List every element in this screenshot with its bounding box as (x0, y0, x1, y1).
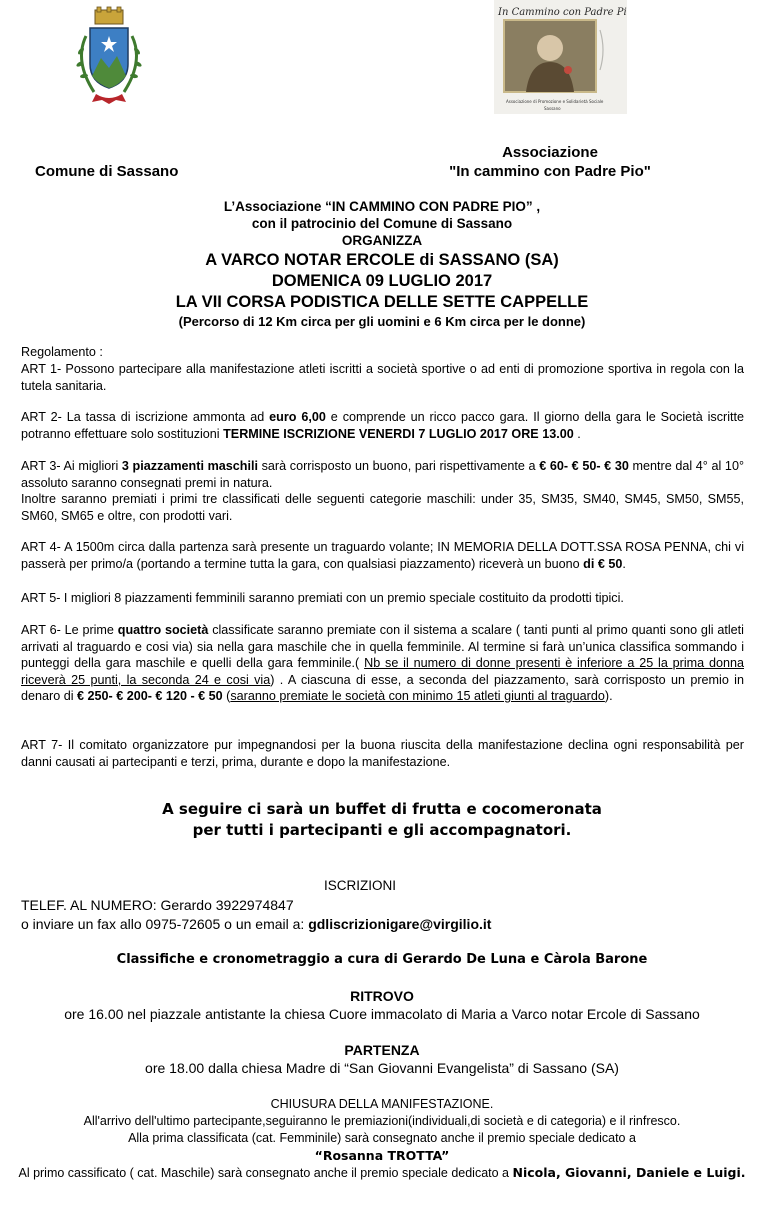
intro-line-6: LA VII CORSA PODISTICA DELLE SETTE CAPPELLE (175, 293, 589, 311)
ritrovo-heading: RITROVO (350, 988, 414, 1004)
intro-line-1: L’Associazione “IN CAMMINO CON PADRE PIO” , (223, 199, 541, 214)
intro-line-4: A VARCO NOTAR ERCOLE di SASSANO (SA) (205, 251, 559, 269)
association-logo (494, 0, 627, 114)
crest-icon (68, 6, 150, 106)
intro-line-5: DOMENICA 09 LUGLIO 2017 (271, 272, 493, 290)
chiusura-section: CHIUSURA DELLA MANIFESTAZIONE. All'arrivo dell'ultimo partecipante,seguiranno le premiazioni(individuali,di società e di categoria) e il rinfresco. Alla prima classificata (cat. Femminile) sarà consegnato anche il premio speciale dedicato a “Rosanna TROTTA” Al primo cassificato ( cat. Maschile) sarà consegnato anche il premio speciale dedicato a Nicola, Giovanni, Daniele e Luigi. (0, 1096, 764, 1182)
comune-crest (68, 6, 150, 106)
partenza-text: ore 18.00 dalla chiesa Madre di “San Giovanni Evangelista” di Sassano (SA) (145, 1060, 619, 1076)
intro-line-7: (Percorso di 12 Km circa per gli uomini e 6 Km circa per le donne) (178, 314, 586, 329)
buffet-notice: A seguire ci sarà un buffet di frutta e cocomeronata per tutti i partecipanti e gli accompagnatori. (162, 800, 602, 839)
rule-art-7: ART 7- Il comitato organizzatore pur impegnandosi per la buona riuscita della manifestazione declina ogni responsabilità per danni causati ai partecipanti e terzi, prima, durante e dopo la manifestazione. (21, 738, 744, 769)
intro-line-2: con il patrocinio del Comune di Sassano (251, 216, 513, 231)
svg-text:Associazione di Promozione e S: Associazione di Promozione e Solidarietà Sociale (506, 99, 604, 104)
rule-art-6: ART 6- Le prime quattro società classificate saranno premiate con il sistema a scalare ( tanti punti al primo quanti sono gli atleti arrivati al traguardo e cosi via) sia nella gara maschile che in quella femminile. Al termine si farà un’unica classifica sommando i punteggi della gara maschile e quelli della gara femminile.( Nb se il numero di donne presenti è inferiore a 25 la prima donna riceverà 25 punti, la seconda 24 e cosi via) . A ciascuna di esse, a seconda del piazzamento, sarà corrisposto un premio in denaro di € 250- € 200- € 120 - € 50 (saranno premiate le società con minimo 15 atleti giunti al traguardo). (21, 623, 745, 703)
partenza-heading: PARTENZA (344, 1042, 420, 1058)
rules-heading: Regolamento : (21, 345, 103, 359)
chiusura-heading: CHIUSURA DELLA MANIFESTAZIONE. (270, 1097, 494, 1111)
rule-art-2: ART 2- La tassa di iscrizione ammonta ad euro 6,00 e comprende un ricco pacco gara. Il giorno della gara le Società iscritte potranno effettuare solo sostituzioni TERMINE ISCRIZIONE VENERDI 7 LUGLIO 2017 ORE 13.00 . (21, 410, 744, 441)
rule-art-5: ART 5- I migliori 8 piazzamenti femminili saranno premiati con un premio speciale costituito da prodotti tipici. (21, 591, 624, 605)
iscrizioni-heading: ISCRIZIONI (323, 878, 396, 893)
ritrovo-text: ore 16.00 nel piazzale antistante la chiesa Cuore immacolato di Maria a Varco notar Ercole di Sassano (64, 1006, 700, 1022)
rule-art-4: ART 4- A 1500m circa dalla partenza sarà presente un traguardo volante; IN MEMORIA DELLA DOTT.SSA ROSA PENNA, chi vi passerà per primo/a (portando a termine tutta la gara, con qualsiasi piazzamento) riceverà un buono di € 50. (21, 540, 744, 571)
svg-text:In Cammino con Padre Pio: In Cammino con Padre Pio (498, 7, 627, 18)
rule-art-1: ART 1- Possono partecipare alla manifestazione atleti iscritti a società sportive o ad enti di promozione sportiva in regola con la tutela sanitaria. (21, 362, 744, 393)
association-label: Associazione "In cammino con Padre Pio" (449, 144, 651, 180)
iscrizioni-phone: TELEF. AL NUMERO: Gerardo 3922974847 (21, 897, 294, 913)
intro-line-3: ORGANIZZA (341, 233, 423, 248)
padre-pio-logo-icon (494, 0, 627, 114)
email-link[interactable]: gdliscrizionigare@virgilio.it (308, 916, 492, 932)
rule-art-3: ART 3- Ai migliori 3 piazzamenti maschili sarà corrisposto un buono, pari rispettivamente a € 60- € 50- € 30 mentre dal 4° al 10° assoluto saranno consegnati premi in natura. Inoltre saranno premiati i primi tre classificati delle seguenti categorie maschili: under 35, SM35, SM40, SM45, SM50, SM55, SM60, SM65 e oltre, con prodotti vari. (21, 459, 744, 523)
iscrizioni-fax: o inviare un fax allo 0975-72605 o un email a: gdliscrizionigare@virgilio.it (21, 916, 492, 932)
classifiche-credit: Classifiche e cronometraggio a cura di Gerardo De Luna e Càrola Barone (116, 952, 648, 967)
svg-text:Sassano: Sassano (544, 106, 561, 111)
comune-label: Comune di Sassano (35, 163, 179, 180)
